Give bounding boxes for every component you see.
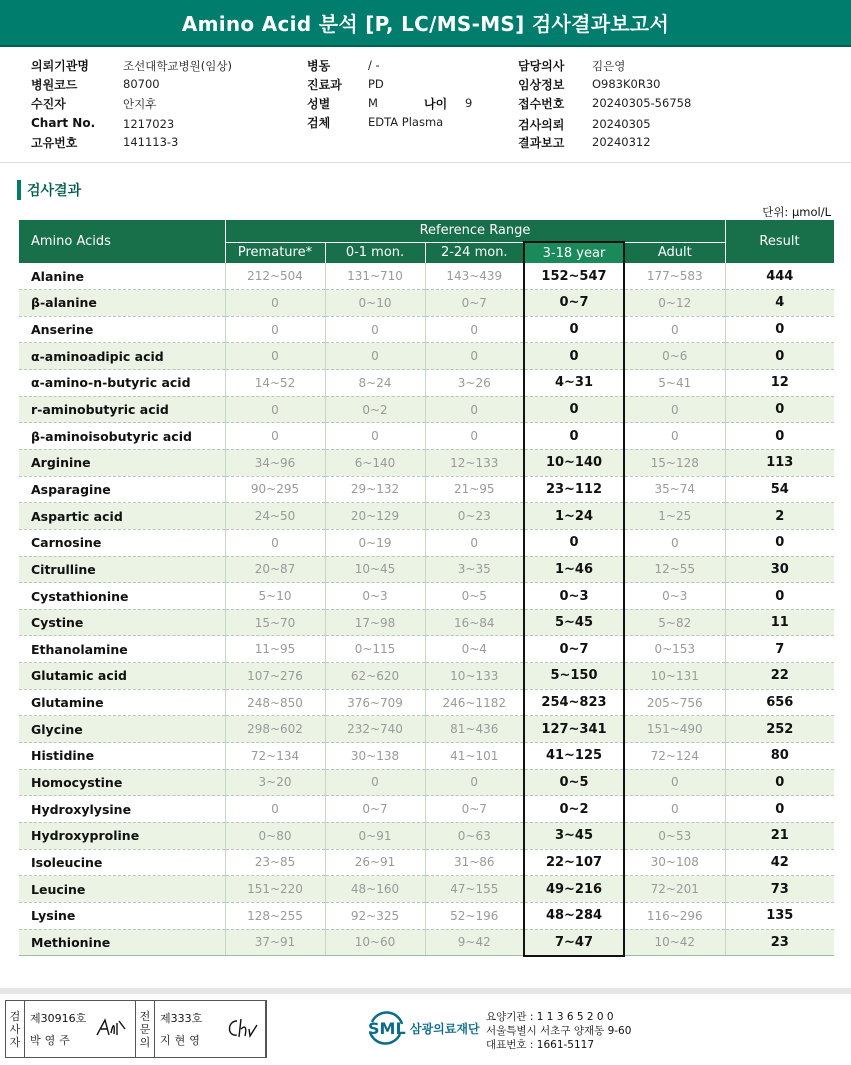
range-value: 0 <box>425 529 524 556</box>
range-value: 376~709 <box>325 689 425 716</box>
header-range-col: 3-18 year <box>524 242 624 263</box>
range-value: 10~60 <box>325 929 425 956</box>
range-3-18-year: 5~150 <box>524 663 624 690</box>
sml-logo <box>366 1008 480 1048</box>
range-value: 0 <box>624 316 725 343</box>
amino-acid-name: Arginine <box>19 449 225 476</box>
address-line: 대표번호 : 1661-5117 <box>486 1039 595 1051</box>
range-value: 35~74 <box>624 476 725 503</box>
range-value: 0~6 <box>624 343 725 370</box>
range-value: 14~52 <box>225 370 325 397</box>
range-value: 0 <box>325 343 425 370</box>
inspector-signature-icon <box>95 1017 129 1039</box>
info-value-c3-2: 20240305-56758 <box>592 96 692 110</box>
range-value: 0 <box>225 396 325 423</box>
amino-acid-name: Asparagine <box>19 476 225 503</box>
range-value: 34~96 <box>225 449 325 476</box>
range-value: 246~1182 <box>425 689 524 716</box>
range-value: 5~41 <box>624 370 725 397</box>
range-value: 20~129 <box>325 503 425 530</box>
range-value: 15~128 <box>624 449 725 476</box>
range-value: 0~5 <box>425 583 524 610</box>
range-3-18-year: 0~2 <box>524 796 624 823</box>
range-value: 72~124 <box>624 743 725 770</box>
header-range-col: Adult <box>624 242 725 263</box>
range-value: 0 <box>225 343 325 370</box>
result-value: 2 <box>725 503 834 530</box>
info-value-c1-2: 안지후 <box>123 97 157 111</box>
range-value: 1~25 <box>624 503 725 530</box>
table-row <box>19 849 834 876</box>
header-range-col: 2-24 mon. <box>425 242 524 263</box>
range-value: 0~63 <box>425 822 524 849</box>
range-value: 0~2 <box>325 396 425 423</box>
range-value: 0~153 <box>624 636 725 663</box>
range-value: 0~80 <box>225 822 325 849</box>
result-value: 30 <box>725 556 834 583</box>
range-value: 0~23 <box>425 503 524 530</box>
result-value: 0 <box>725 316 834 343</box>
range-3-18-year: 0~5 <box>524 769 624 796</box>
range-value: 0~12 <box>624 290 725 317</box>
info-label-c3-3: 검사의뢰 <box>518 118 565 132</box>
range-value: 5~10 <box>225 583 325 610</box>
info-label-age: 나이 <box>424 97 448 111</box>
org-name: 삼광의료재단 <box>410 1021 480 1036</box>
range-value: 0 <box>225 316 325 343</box>
patient-info <box>0 55 851 153</box>
info-label-c3-1: 임상정보 <box>518 78 565 92</box>
range-value: 15~70 <box>225 609 325 636</box>
header-amino-acids: Amino Acids <box>19 220 225 263</box>
amino-acid-name: Isoleucine <box>19 849 225 876</box>
range-3-18-year: 7~47 <box>524 929 624 956</box>
amino-acid-name: Alanine <box>19 263 225 290</box>
range-value: 151~220 <box>225 876 325 903</box>
range-value: 0 <box>624 423 725 450</box>
result-value: 0 <box>725 343 834 370</box>
range-value: 26~91 <box>325 849 425 876</box>
table-row <box>19 290 834 317</box>
range-value: 248~850 <box>225 689 325 716</box>
table-row <box>19 636 834 663</box>
range-value: 3~35 <box>425 556 524 583</box>
section-marker <box>17 180 21 200</box>
range-value: 41~101 <box>425 743 524 770</box>
result-value: 0 <box>725 529 834 556</box>
range-value: 23~85 <box>225 849 325 876</box>
range-value: 72~201 <box>624 876 725 903</box>
range-value: 143~439 <box>425 263 524 290</box>
address-line: 요양기관 : 1 1 3 6 5 2 0 0 <box>486 1011 614 1023</box>
range-3-18-year: 22~107 <box>524 849 624 876</box>
result-value: 4 <box>725 290 834 317</box>
header-range-col: 0-1 mon. <box>325 242 425 263</box>
range-value: 131~710 <box>325 263 425 290</box>
range-value: 6~140 <box>325 449 425 476</box>
range-3-18-year: 41~125 <box>524 743 624 770</box>
result-value: 252 <box>725 716 834 743</box>
range-3-18-year: 0 <box>524 343 624 370</box>
table-row <box>19 929 834 956</box>
table-row <box>19 609 834 636</box>
range-value: 232~740 <box>325 716 425 743</box>
table-row <box>19 449 834 476</box>
info-value-c3-1: O983K0R30 <box>592 77 661 91</box>
range-value: 20~87 <box>225 556 325 583</box>
result-value: 0 <box>725 423 834 450</box>
range-value: 0 <box>325 423 425 450</box>
org-address <box>486 1010 631 1052</box>
range-3-18-year: 4~31 <box>524 370 624 397</box>
range-3-18-year: 23~112 <box>524 476 624 503</box>
info-value-c1-0: 조선대학교병원(임상) <box>123 59 232 73</box>
specialist-license: 제333호 <box>160 1012 203 1025</box>
range-value: 12~133 <box>425 449 524 476</box>
amino-acid-name: β-aminoisobutyric acid <box>19 423 225 450</box>
specialist-name: 지현영 <box>160 1034 204 1047</box>
amino-acid-name: Glutamine <box>19 689 225 716</box>
info-value-c3-0: 김은영 <box>592 59 626 73</box>
range-3-18-year: 0~7 <box>524 636 624 663</box>
range-value: 0~115 <box>325 636 425 663</box>
range-value: 0 <box>425 316 524 343</box>
range-value: 0 <box>425 769 524 796</box>
range-3-18-year: 0~3 <box>524 583 624 610</box>
range-3-18-year: 1~46 <box>524 556 624 583</box>
amino-acid-name: Glutamic acid <box>19 663 225 690</box>
info-value-c2-0: / - <box>368 58 380 72</box>
amino-acid-name: Hydroxylysine <box>19 796 225 823</box>
range-value: 3~26 <box>425 370 524 397</box>
info-label-c2-2: 성별 <box>307 97 331 111</box>
range-3-18-year: 10~140 <box>524 449 624 476</box>
result-value: 444 <box>725 263 834 290</box>
amino-acid-name: Glycine <box>19 716 225 743</box>
range-value: 0 <box>624 529 725 556</box>
range-3-18-year: 254~823 <box>524 689 624 716</box>
info-label-c2-0: 병동 <box>307 59 331 73</box>
range-value: 11~95 <box>225 636 325 663</box>
info-value-c2-2: M <box>368 96 378 110</box>
result-value: 80 <box>725 743 834 770</box>
range-value: 8~24 <box>325 370 425 397</box>
range-value: 0 <box>225 423 325 450</box>
info-value-c1-3: 1217023 <box>123 117 175 131</box>
address-line: 서울특별시 서초구 양재동 9-60 <box>486 1025 632 1037</box>
range-value: 72~134 <box>225 743 325 770</box>
amino-acid-name: Hydroxyproline <box>19 822 225 849</box>
info-label-c1-3: Chart No. <box>31 116 96 130</box>
range-value: 0 <box>425 396 524 423</box>
inspector-cell <box>25 1001 136 1057</box>
range-value: 10~42 <box>624 929 725 956</box>
signature-box <box>5 1000 267 1058</box>
range-value: 151~490 <box>624 716 725 743</box>
range-value: 81~436 <box>425 716 524 743</box>
section-title <box>17 180 81 200</box>
range-value: 5~82 <box>624 609 725 636</box>
range-value: 92~325 <box>325 902 425 929</box>
range-value: 0~7 <box>325 796 425 823</box>
amino-acid-name: Methionine <box>19 929 225 956</box>
amino-acid-name: α-amino-n-butyric acid <box>19 370 225 397</box>
result-value: 42 <box>725 849 834 876</box>
info-label-c2-1: 진료과 <box>307 78 342 92</box>
table-row <box>19 263 834 290</box>
amino-acid-name: β-alanine <box>19 290 225 317</box>
range-value: 30~138 <box>325 743 425 770</box>
amino-acid-name: Carnosine <box>19 529 225 556</box>
range-3-18-year: 152~547 <box>524 263 624 290</box>
range-value: 0~7 <box>425 796 524 823</box>
logo-text: SML <box>368 1019 406 1038</box>
table-row <box>19 743 834 770</box>
range-value: 24~50 <box>225 503 325 530</box>
range-value: 128~255 <box>225 902 325 929</box>
table-row <box>19 769 834 796</box>
range-value: 0~91 <box>325 822 425 849</box>
result-value: 7 <box>725 636 834 663</box>
amino-acid-name: Aspartic acid <box>19 503 225 530</box>
range-value: 16~84 <box>425 609 524 636</box>
info-value-c2-3: EDTA Plasma <box>368 115 444 129</box>
result-value: 21 <box>725 822 834 849</box>
header-reference-range: Reference Range <box>225 220 725 242</box>
table-row <box>19 423 834 450</box>
range-value: 205~756 <box>624 689 725 716</box>
inspector-label: 검 사 자 <box>6 1001 25 1057</box>
amino-acid-name: α-aminoadipic acid <box>19 343 225 370</box>
range-value: 0 <box>225 796 325 823</box>
table-row <box>19 503 834 530</box>
range-value: 9~42 <box>425 929 524 956</box>
table-row <box>19 822 834 849</box>
range-3-18-year: 0 <box>524 316 624 343</box>
table-row <box>19 556 834 583</box>
range-value: 30~108 <box>624 849 725 876</box>
range-value: 0 <box>425 343 524 370</box>
range-value: 107~276 <box>225 663 325 690</box>
range-3-18-year: 0 <box>524 529 624 556</box>
table-row <box>19 796 834 823</box>
specialist-signature-icon <box>225 1017 259 1039</box>
result-value: 73 <box>725 876 834 903</box>
info-label-c3-2: 접수번호 <box>518 97 565 111</box>
range-value: 62~620 <box>325 663 425 690</box>
range-3-18-year: 3~45 <box>524 822 624 849</box>
info-label-c1-0: 의뢰기관명 <box>31 59 89 73</box>
range-value: 0~4 <box>425 636 524 663</box>
table-row <box>19 663 834 690</box>
info-label-c1-4: 고유번호 <box>31 136 78 150</box>
result-value: 135 <box>725 902 834 929</box>
range-3-18-year: 127~341 <box>524 716 624 743</box>
amino-acid-name: Citrulline <box>19 556 225 583</box>
result-value: 54 <box>725 476 834 503</box>
range-value: 37~91 <box>225 929 325 956</box>
range-value: 0 <box>325 769 425 796</box>
table-row <box>19 902 834 929</box>
range-3-18-year: 49~216 <box>524 876 624 903</box>
range-value: 0~3 <box>325 583 425 610</box>
range-value: 10~133 <box>425 663 524 690</box>
amino-acid-name: Leucine <box>19 876 225 903</box>
info-label-c1-2: 수진자 <box>31 97 66 111</box>
range-value: 21~95 <box>425 476 524 503</box>
result-value: 113 <box>725 449 834 476</box>
info-value-c3-3: 20240305 <box>592 117 651 131</box>
result-value: 12 <box>725 370 834 397</box>
range-value: 0 <box>425 423 524 450</box>
result-value: 0 <box>725 796 834 823</box>
info-value-c1-4: 141113-3 <box>123 135 179 149</box>
specialist-cell <box>155 1001 266 1057</box>
range-value: 48~160 <box>325 876 425 903</box>
table-row <box>19 316 834 343</box>
range-value: 29~132 <box>325 476 425 503</box>
inspector-name: 박영주 <box>30 1034 74 1047</box>
amino-acid-name: Lysine <box>19 902 225 929</box>
info-value-c2-1: PD <box>368 77 384 91</box>
amino-acid-name: Cystathionine <box>19 583 225 610</box>
table-row <box>19 529 834 556</box>
range-value: 0 <box>624 769 725 796</box>
range-value: 0~7 <box>425 290 524 317</box>
info-value-age: 9 <box>465 96 473 110</box>
range-value: 212~504 <box>225 263 325 290</box>
range-3-18-year: 0 <box>524 396 624 423</box>
table-row <box>19 689 834 716</box>
amino-acid-name: Ethanolamine <box>19 636 225 663</box>
divider <box>0 162 851 163</box>
range-value: 0 <box>225 290 325 317</box>
range-3-18-year: 1~24 <box>524 503 624 530</box>
result-value: 23 <box>725 929 834 956</box>
unit-label: 단위: μmol/L <box>762 205 831 219</box>
result-value: 0 <box>725 583 834 610</box>
amino-acid-table <box>19 220 835 957</box>
range-value: 52~196 <box>425 902 524 929</box>
range-value: 3~20 <box>225 769 325 796</box>
range-value: 10~45 <box>325 556 425 583</box>
result-value: 22 <box>725 663 834 690</box>
footer-divider <box>0 988 851 994</box>
range-value: 10~131 <box>624 663 725 690</box>
range-value: 0~19 <box>325 529 425 556</box>
range-value: 0~10 <box>325 290 425 317</box>
range-value: 12~55 <box>624 556 725 583</box>
range-value: 0~3 <box>624 583 725 610</box>
info-label-c1-1: 병원코드 <box>31 78 78 92</box>
table-row <box>19 476 834 503</box>
header-result: Result <box>725 220 834 263</box>
info-value-c1-1: 80700 <box>123 77 160 91</box>
table-row <box>19 583 834 610</box>
amino-acid-name: r-aminobutyric acid <box>19 396 225 423</box>
range-value: 0 <box>624 396 725 423</box>
range-value: 17~98 <box>325 609 425 636</box>
inspector-license: 제30916호 <box>30 1012 87 1025</box>
range-3-18-year: 48~284 <box>524 902 624 929</box>
info-label-c3-0: 담당의사 <box>518 59 565 73</box>
range-value: 90~295 <box>225 476 325 503</box>
table-row <box>19 876 834 903</box>
range-value: 116~296 <box>624 902 725 929</box>
result-value: 0 <box>725 396 834 423</box>
range-3-18-year: 5~45 <box>524 609 624 636</box>
section-title-text: 검사결과 <box>27 183 82 199</box>
range-value: 0~53 <box>624 822 725 849</box>
range-3-18-year: 0 <box>524 423 624 450</box>
amino-acid-name: Homocystine <box>19 769 225 796</box>
range-value: 47~155 <box>425 876 524 903</box>
range-value: 0 <box>225 529 325 556</box>
info-label-c2-3: 검체 <box>307 116 331 130</box>
table-row <box>19 343 834 370</box>
result-value: 0 <box>725 769 834 796</box>
table-row <box>19 716 834 743</box>
report-title: Amino Acid 분석 [P, LC/MS-MS] 검사결과보고서 <box>0 0 851 47</box>
info-value-c3-4: 20240312 <box>592 135 651 149</box>
range-3-18-year: 0~7 <box>524 290 624 317</box>
result-value: 656 <box>725 689 834 716</box>
range-value: 0 <box>624 796 725 823</box>
amino-acid-name: Histidine <box>19 743 225 770</box>
range-value: 298~602 <box>225 716 325 743</box>
range-value: 0 <box>325 316 425 343</box>
result-value: 11 <box>725 609 834 636</box>
range-value: 177~583 <box>624 263 725 290</box>
amino-acid-name: Cystine <box>19 609 225 636</box>
table-row <box>19 370 834 397</box>
info-label-c3-4: 결과보고 <box>518 136 565 150</box>
table-row <box>19 396 834 423</box>
specialist-label: 전 문 의 <box>136 1001 155 1057</box>
range-value: 31~86 <box>425 849 524 876</box>
header-range-col: Premature* <box>225 242 325 263</box>
amino-acid-name: Anserine <box>19 316 225 343</box>
